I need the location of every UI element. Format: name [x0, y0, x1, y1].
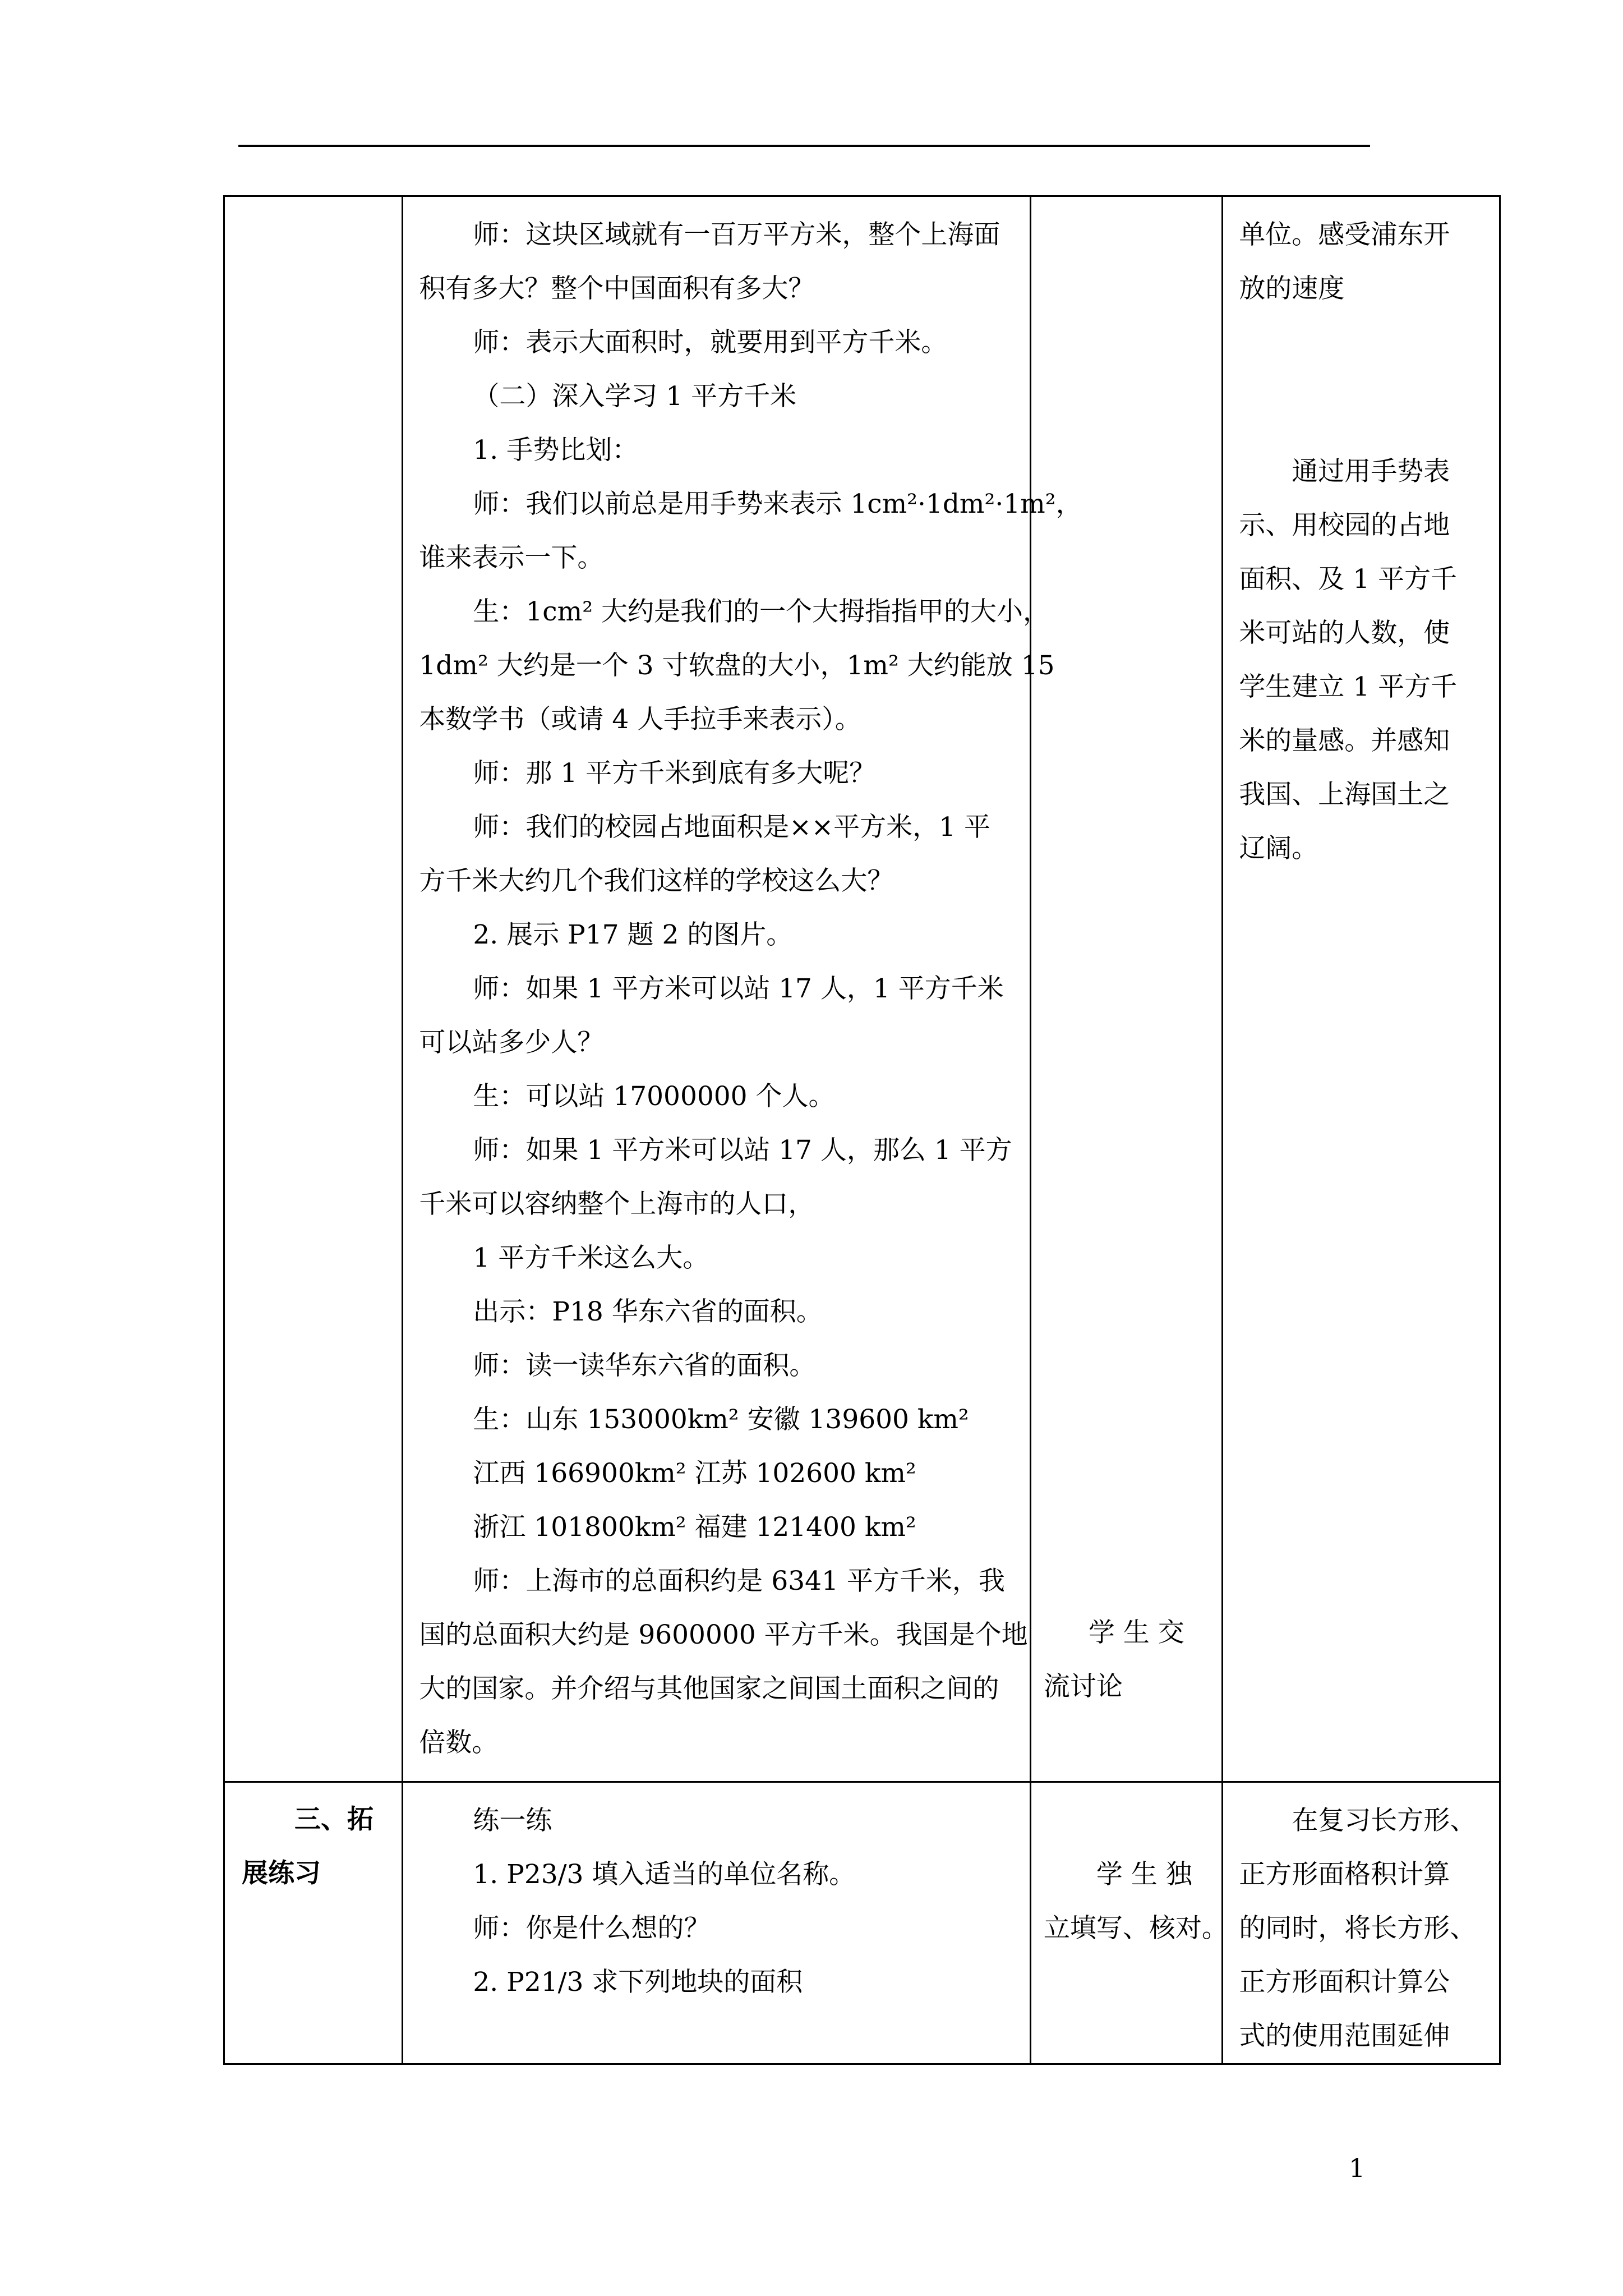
stage-cell — [224, 1782, 403, 2064]
table-row — [224, 1782, 1500, 2064]
intent-text-mid — [1223, 316, 1499, 876]
process-text — [403, 197, 1082, 1781]
text-line: 1. 手势比划： — [473, 435, 639, 466]
header-rule — [238, 145, 1370, 147]
text-line: 师：你是什么想的？ — [473, 1913, 711, 1944]
text-line: 师：上海市的总面积约是 6341 平方千米，我 — [473, 1566, 1005, 1596]
text-line: 2. P21/3 求下列地块的面积 — [473, 1967, 803, 1998]
intent-cell — [1223, 196, 1500, 1782]
activity-cell — [1030, 1782, 1228, 2064]
activity-text — [1031, 1783, 1228, 1955]
activity-line: 流讨论 — [1043, 1671, 1123, 1702]
intent-line: 放的速度 — [1239, 273, 1345, 304]
text-line: 师：我们以前总是用手势来表示 1cm²·1dm²·1m²， — [473, 489, 1082, 519]
activity-line: 立填写、核对。 — [1043, 1913, 1228, 1944]
text-line: 出示：P18 华东六省的面积。 — [473, 1296, 823, 1327]
text-line: 师：这块区域就有一百万平方米，整个上海面 — [473, 219, 1000, 250]
text-line: 1 平方千米这么大。 — [473, 1243, 709, 1273]
text-line: 千米可以容纳整个上海市的人口， — [419, 1189, 815, 1220]
lesson-plan-table — [223, 195, 1501, 2065]
process-text — [403, 1783, 1029, 2021]
intent-cell — [1223, 1782, 1500, 2064]
text-line: 师：那 1 平方千米到底有多大呢？ — [473, 758, 876, 789]
stage-line: 展练习 — [242, 1858, 321, 1889]
text-line: 师：表示大面积时，就要用到平方千米。 — [473, 327, 948, 358]
stage-line: 三、拓 — [242, 1804, 374, 1835]
intent-line: 的同时，将长方形、 — [1239, 1913, 1477, 1944]
intent-line: 米可站的人数，使 — [1239, 618, 1450, 648]
activity-line: 学 生 交 — [1088, 1617, 1184, 1648]
page-number: 1 — [1349, 2153, 1366, 2183]
intent-line: 正方形面格积计算 — [1239, 1859, 1450, 1890]
text-line: 生：山东 153000km² 安徽 139600 km² — [473, 1404, 969, 1435]
intent-line: 我国、上海国土之 — [1239, 779, 1450, 810]
text-line: 练一练 — [473, 1805, 552, 1836]
text-line: 国的总面积大约是 9600000 平方千米。我国是个地 — [419, 1619, 1028, 1650]
intent-line: 正方形面积计算公 — [1239, 1967, 1450, 1998]
intent-line: 式的使用范围延伸 — [1239, 2021, 1450, 2051]
text-line: 师：我们的校园占地面积是××平方米，1 平 — [473, 812, 991, 843]
text-line: 2. 展示 P17 题 2 的图片。 — [473, 919, 793, 950]
intent-line: 示、用校园的占地 — [1239, 510, 1450, 541]
intent-line: 面积、及 1 平方千 — [1239, 564, 1458, 595]
text-line: 生：1cm² 大约是我们的一个大拇指指甲的大小， — [473, 596, 1049, 627]
text-line: 师：如果 1 平方米可以站 17 人，那么 1 平方 — [473, 1135, 1012, 1166]
text-line: 师：读一读华东六省的面积。 — [473, 1350, 816, 1381]
text-line: 师：如果 1 平方米可以站 17 人，1 平方千米 — [473, 973, 1004, 1004]
text-line: （二）深入学习 1 平方千米 — [473, 381, 797, 412]
text-line: 方千米大约几个我们这样的学校这么大？ — [419, 866, 894, 896]
intent-line: 通过用手势表 — [1239, 456, 1450, 487]
stage-cell — [224, 196, 403, 1782]
intent-line: 单位。感受浦东开 — [1239, 219, 1450, 250]
text-line: 积有多大？整个中国面积有多大？ — [419, 273, 815, 304]
text-line: 江西 166900km² 江苏 102600 km² — [473, 1458, 916, 1489]
stage-title — [225, 1783, 402, 1901]
intent-line: 辽阔。 — [1239, 833, 1318, 864]
text-line: 1dm² 大约是一个 3 寸软盘的大小，1m² 大约能放 15 — [419, 650, 1055, 681]
process-cell — [403, 196, 1082, 1782]
text-line: 浙江 101800km² 福建 121400 km² — [473, 1512, 916, 1543]
text-line: 谁来表示一下。 — [419, 542, 604, 573]
activity-line: 学 生 独 — [1043, 1859, 1192, 1890]
text-line: 倍数。 — [419, 1727, 499, 1758]
text-line: 1. P23/3 填入适当的单位名称。 — [473, 1859, 856, 1890]
activity-cell — [1030, 196, 1222, 1782]
text-line: 可以站多少人？ — [419, 1027, 604, 1058]
activity-text — [1031, 1595, 1187, 1714]
text-line: 本数学书（或请 4 人手拉手来表示）。 — [419, 704, 861, 735]
text-line: 生：可以站 17000000 个人。 — [473, 1081, 835, 1112]
intent-line: 学生建立 1 平方千 — [1239, 671, 1458, 702]
intent-text-top — [1223, 197, 1499, 316]
table-row — [224, 196, 1500, 1782]
process-cell — [403, 1782, 1030, 2064]
text-line: 大的国家。并介绍与其他国家之间国土面积之间的 — [419, 1673, 999, 1704]
intent-line: 米的量感。并感知 — [1239, 725, 1450, 756]
intent-line: 在复习长方形、 — [1239, 1805, 1477, 1836]
intent-text — [1223, 1783, 1499, 2063]
